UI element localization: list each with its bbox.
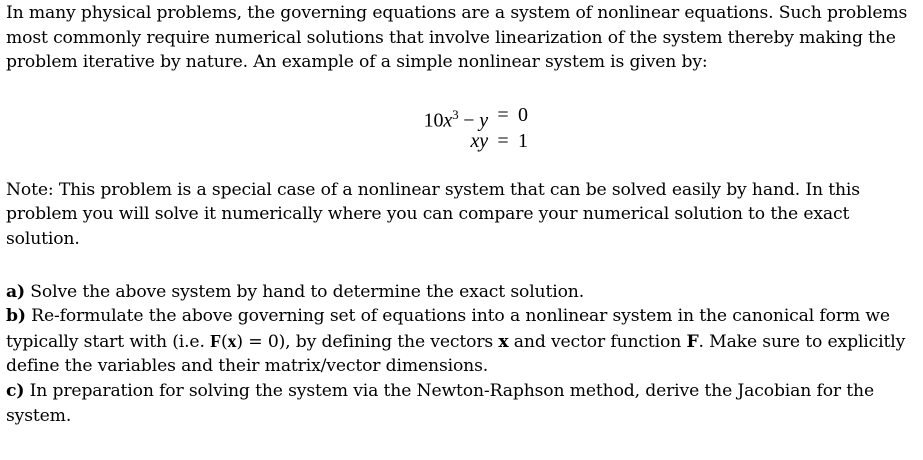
question-c [6, 379, 918, 428]
question-c-text: In preparation for solving the system via the Newton-Raphson method, derive the Jacobian for the system. [6, 380, 874, 426]
equation-1-coef: 10 [423, 109, 444, 132]
equation-2-rhs: 1 [518, 129, 528, 152]
question-a-label: a) [6, 281, 25, 302]
question-b-text-1: Re-formulate the above governing set of equations into a nonlinear system in the canonical form we typically start with (i.e. [6, 306, 890, 352]
equation-1-lhs [6, 102, 488, 132]
equation-1 [6, 102, 918, 132]
equation-1-minus: − [458, 109, 480, 132]
question-b-paren-close: ) [236, 331, 243, 352]
equation-1-equals: = [497, 103, 509, 126]
equation-2-var-x: x [470, 129, 480, 152]
equation-2-lhs [6, 128, 488, 154]
equation-1-exponent: 3 [452, 106, 459, 122]
note-paragraph: Note: This problem is a special case of a nonlinear system that can be solved easily by hand. In this problem you will solve it numerically where you can compare your numerical solution to the exact solution. [6, 179, 860, 249]
question-b-text-2: = 0), by defining the vectors [242, 331, 499, 352]
question-b-text-3: and vector function [508, 331, 687, 352]
question-a [6, 280, 918, 305]
question-a-text: Solve the above system by hand to determine the exact solution. [24, 281, 585, 302]
question-b-x: x [227, 330, 237, 351]
equation-1-rhs: 0 [518, 103, 528, 126]
question-b-text-4: . Make sure to explicitly define the variables and their matrix/vector dimensions. [6, 331, 906, 377]
document-body [6, 1, 918, 428]
question-b [6, 304, 918, 379]
question-b-F-function: F [686, 331, 699, 352]
equation-1-var-y: y [479, 109, 488, 132]
question-b-F: F [210, 330, 221, 351]
equation-1-var-x: x [443, 109, 453, 132]
equation-2-equals: = [497, 129, 509, 152]
equation-2 [6, 128, 918, 154]
question-b-label: b) [6, 306, 26, 327]
intro-paragraph: In many physical problems, the governing equations are a system of nonlinear equations. Such problems most commonly require numerical solutions that involve linearization of the system thereby making the problem iterative by nature. An example of a simple nonlinear system is given by: [6, 3, 908, 73]
question-b-x-vector: x [498, 331, 509, 352]
question-b-paren-open: ( [220, 331, 228, 352]
equation-block [6, 102, 918, 154]
question-c-label: c) [6, 380, 25, 401]
equation-2-var-y: y [479, 129, 488, 152]
